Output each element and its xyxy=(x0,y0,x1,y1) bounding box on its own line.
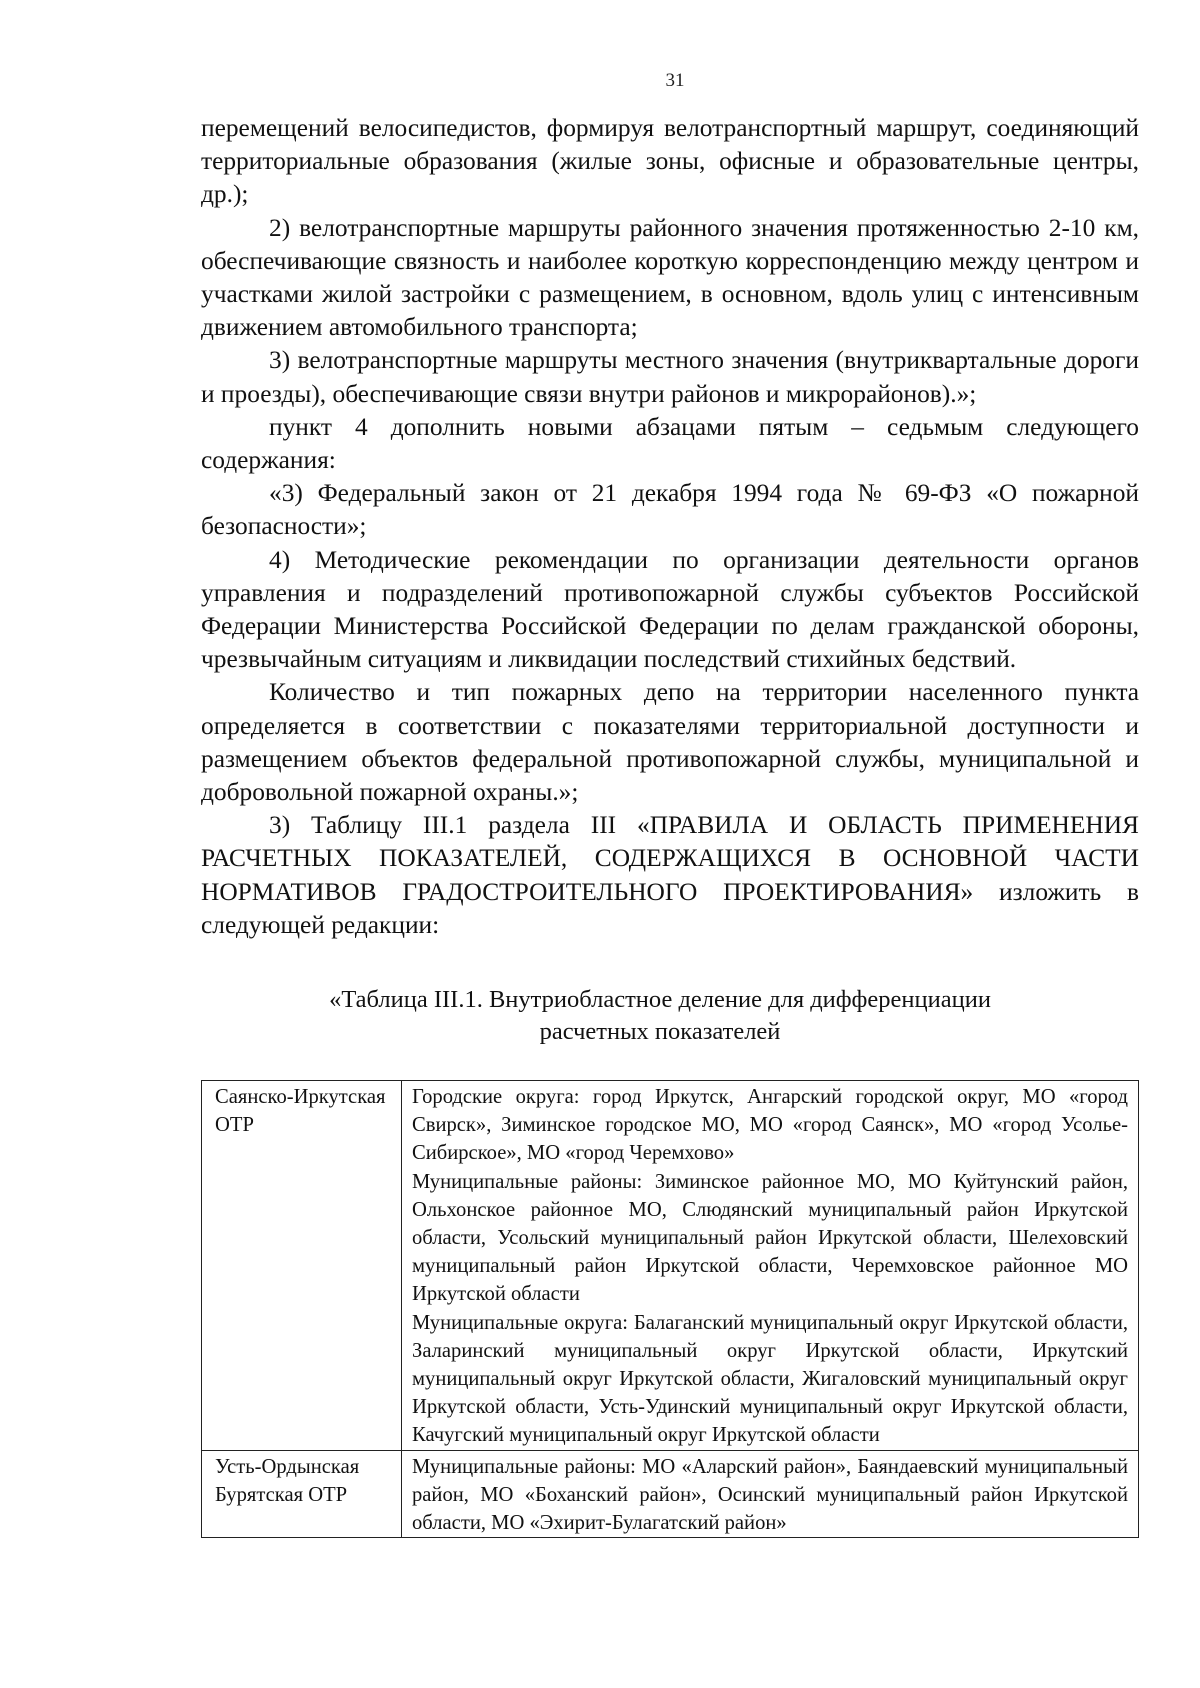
paragraph: 3) велотранспортные маршруты местного значения (внутриквартальные дороги и проезды), обеспечивающие связи внутри районов и микрорайонов).»; xyxy=(201,346,1139,408)
territorial-division-table xyxy=(201,1080,1139,1538)
municipalities-cell xyxy=(402,1450,1139,1538)
region-cell: Усть-Ордынская Бурятская ОТР xyxy=(202,1450,402,1538)
region-cell: Саянско-Иркутская ОТР xyxy=(202,1081,402,1451)
municipalities-text: Муниципальные районы: МО «Аларский район», Баяндаевский муниципальный район, МО «Боханский район», Осинский муниципальный район Иркутской области, МО «Эхирит-Булагатский район» xyxy=(412,1455,1128,1535)
table-row xyxy=(202,1450,1139,1538)
page-number: 31 xyxy=(665,70,685,91)
document-body xyxy=(201,112,1139,942)
municipalities-text: Муниципальные районы: Зиминское районное МО, МО Куйтунский район, Ольхонское районное МО, Слюдянский муниципальный район Иркутской области, Усольский муниципальный район Иркутской области, Шелеховский муниципальный район Иркутской области, Черемховское районное МО Иркутской области xyxy=(412,1170,1128,1306)
municipalities-text: Муниципальные округа: Балаганский муниципальный округ Иркутской области, Заларинский муниципальный округ Иркутской области, Иркутский муниципальный округ Иркутской области, Жигаловский муниципальный округ Иркутской области, Усть-Удинский муниципальный округ Иркутской области, Качугский муниципальный округ Иркутской области xyxy=(412,1311,1128,1447)
paragraph: пункт 4 дополнить новыми абзацами пятым – седьмым следующего содержания: xyxy=(201,412,1139,475)
paragraph: «3) Федеральный закон от 21 декабря 1994 года № 69-ФЗ «О пожарной безопасности»; xyxy=(201,479,1139,541)
municipalities-cell xyxy=(402,1081,1139,1451)
table-title: «Таблица III.1. Внутриобластное деление для дифференциации расчетных показателей xyxy=(329,986,991,1045)
paragraph: 2) велотранспортные маршруты районного значения протяженностью 2-10 км, обеспечивающие связность и наиболее короткую корреспонденцию между центром и участками жилой застройки с размещением, в основном, вдоль улиц с интенсивным движением автомобильного транспорта; xyxy=(201,213,1139,342)
paragraph: 4) Методические рекомендации по организации деятельности органов управления и подразделений противопожарной службы субъектов Российской Федерации Министерства Российской Федерации по делам гражданской обороны, чрезвычайным ситуациям и ликвидации последствий стихийных бедствий. xyxy=(201,545,1139,674)
paragraph: Количество и тип пожарных депо на территории населенного пункта определяется в соответствии с показателями территориальной доступности и размещением объектов федеральной противопожарной службы, муниципальной и добровольной пожарной охраны.»; xyxy=(201,678,1139,807)
paragraph: 3) Таблицу III.1 раздела III «ПРАВИЛА И ОБЛАСТЬ ПРИМЕНЕНИЯ РАСЧЕТНЫХ ПОКАЗАТЕЛЕЙ, СОДЕРЖАЩИХСЯ В ОСНОВНОЙ ЧАСТИ НОРМАТИВОВ ГРАДОСТРОИТЕЛЬНОГО ПРОЕКТИРОВАНИЯ» изложить в следующей редакции: xyxy=(201,811,1139,939)
municipalities-text: Городские округа: город Иркутск, Ангарский городской округ, МО «город Свирск», Зиминское городское МО, МО «город Саянск», МО «город Усолье-Сибирское», МО «город Черемхово» xyxy=(412,1086,1128,1165)
paragraph: перемещений велосипедистов, формируя велотранспортный маршрут, соединяющий территориальные образования (жилые зоны, офисные и образовательные центры, др.); xyxy=(201,114,1139,209)
table-row xyxy=(202,1081,1139,1451)
